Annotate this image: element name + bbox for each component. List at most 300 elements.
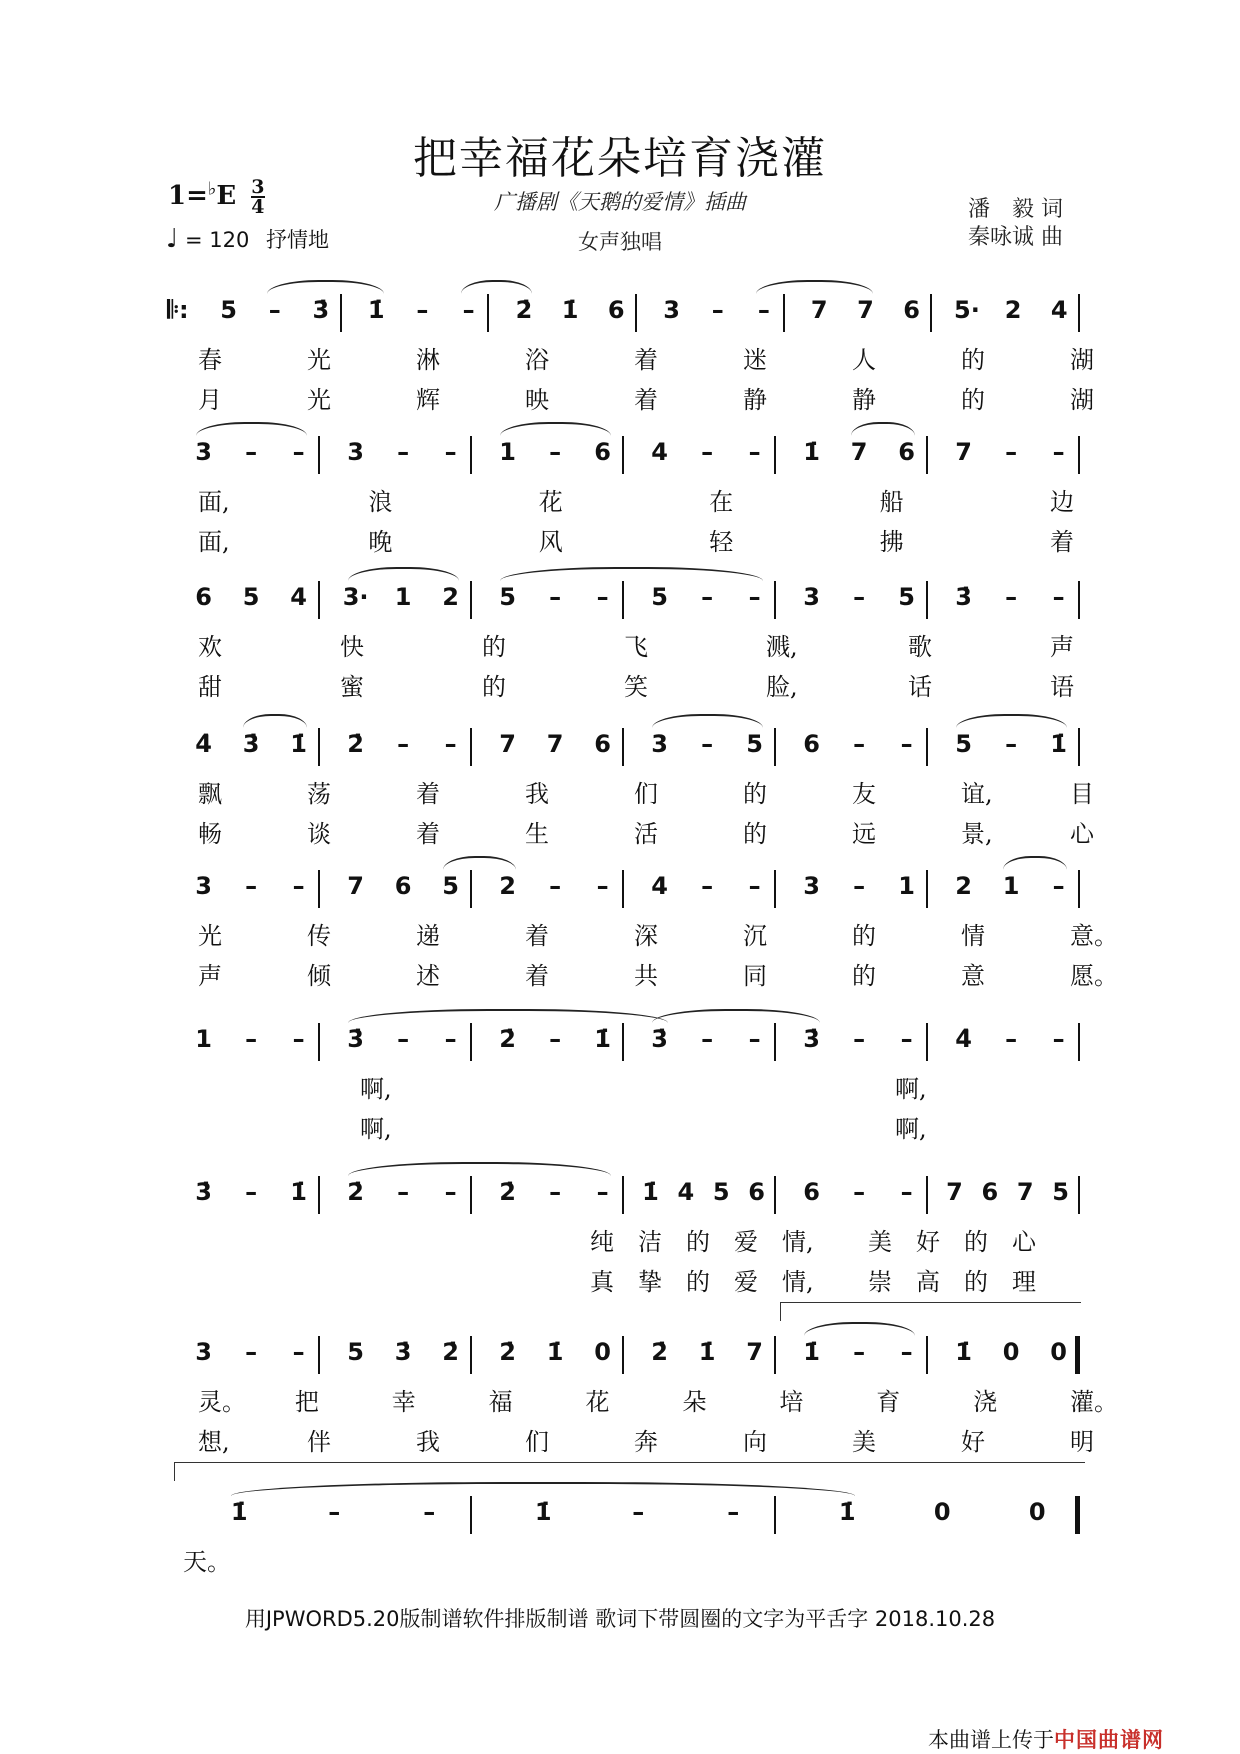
lyric-syllable: 的 (964, 1228, 988, 1256)
barline (470, 1336, 472, 1374)
lyric-syllable: 真 (590, 1268, 614, 1296)
lyricist-credit: 潘 毅 词 (968, 197, 1063, 222)
dash: – (1052, 1025, 1065, 1053)
barline (622, 870, 624, 908)
slur (851, 422, 915, 436)
note: 7 (810, 296, 828, 324)
note: 1̇ (534, 1498, 552, 1526)
note: 7 (946, 1178, 963, 1206)
note: 1̇ (290, 730, 307, 758)
dash: – (701, 730, 714, 758)
site-brand: 中国曲谱网 (1054, 1728, 1164, 1752)
barline (318, 581, 320, 619)
lyric-syllable: 把 (294, 1388, 319, 1416)
note: 6 (803, 1178, 820, 1206)
lyric-syllable: 着 (416, 820, 440, 848)
lyric-syllable: 意。 (1070, 922, 1118, 950)
note: 1 (195, 1025, 212, 1053)
lyric-syllable: 高 (916, 1268, 940, 1296)
note: 1 (499, 438, 516, 466)
slur (348, 1162, 611, 1176)
dash: – (549, 1178, 562, 1206)
lyric-syllable: 好 (916, 1228, 940, 1256)
note: 5 (898, 583, 915, 611)
dash: – (444, 438, 457, 466)
note: 2 (955, 872, 972, 900)
lyric-syllable: 人 (852, 346, 876, 374)
time-numerator: 3 (251, 176, 265, 198)
barline (926, 728, 928, 766)
lyric-syllable: 快 (340, 633, 364, 661)
slur (652, 714, 763, 728)
lyric-syllable: 甜 (198, 673, 222, 701)
barline (622, 728, 624, 766)
note: 6 (394, 872, 412, 900)
note: 6 (898, 438, 915, 466)
barline (926, 1336, 928, 1374)
barline (470, 1176, 472, 1214)
note: 2̇ (515, 296, 533, 324)
note: 4̇ (955, 1025, 972, 1053)
barline (470, 1023, 472, 1061)
dash: – (853, 730, 866, 758)
barline (318, 1176, 320, 1214)
dash: – (1052, 583, 1065, 611)
note: 5 (651, 583, 668, 611)
lyric-syllable: 春 (198, 346, 222, 374)
dash: – (1052, 872, 1065, 900)
barline (1078, 436, 1080, 474)
dash: – (1005, 583, 1018, 611)
dash: – (245, 1025, 258, 1053)
note: 4̇ (195, 730, 212, 758)
lyric-syllable: 意 (961, 962, 985, 990)
final-barline (1075, 1496, 1080, 1534)
note: 1 (1002, 872, 1020, 900)
barline (622, 581, 624, 619)
barline (487, 294, 489, 332)
note: 3 (347, 438, 364, 466)
system-7 (168, 1170, 1080, 1296)
lyric-syllable: 生 (525, 820, 549, 848)
upload-note (928, 1724, 1164, 1754)
dash: – (397, 1025, 410, 1053)
system-8 (168, 1330, 1118, 1456)
lyric-syllable: 的 (743, 820, 767, 848)
dash: – (268, 296, 281, 324)
dash: – (900, 1338, 913, 1366)
note: 3̇ (651, 1025, 668, 1053)
note: 3 (663, 296, 680, 324)
lyric-syllable: 活 (634, 820, 658, 848)
volta-bracket (174, 1462, 1085, 1481)
note: 3 (195, 438, 212, 466)
key-signature (168, 178, 265, 216)
dash: – (711, 296, 724, 324)
note: 3̇ (955, 583, 972, 611)
volta-bracket (780, 1302, 1081, 1321)
note: 1̇ (1050, 730, 1067, 758)
barline (1078, 294, 1080, 332)
note: 2 (442, 583, 459, 611)
lyric-syllable: 光 (198, 922, 222, 950)
barline (470, 581, 472, 619)
dash: – (596, 872, 609, 900)
tempo-expression: 抒情地 (266, 228, 329, 252)
lyric-syllable: 的 (482, 633, 506, 661)
note: 7 (546, 730, 564, 758)
lyric-syllable: 花 (538, 488, 563, 516)
lyric-syllable: 浪 (368, 488, 393, 516)
lyric-syllable: 愿。 (1070, 962, 1118, 990)
note: 6 (803, 730, 820, 758)
note: 0 (594, 1338, 611, 1366)
note: 1̇ (838, 1498, 856, 1526)
note: 3̇ (242, 730, 260, 758)
note: 3̇ (347, 1025, 364, 1053)
barline (926, 1176, 928, 1214)
lyric-syllable: 静 (743, 386, 767, 414)
note: 1̇ (367, 296, 385, 324)
lyric-syllable: 歌 (908, 633, 932, 661)
lyric-syllable: 的 (961, 386, 985, 414)
subtitle: 广播剧《天鹅的爱情》插曲 (494, 190, 746, 214)
barline (783, 294, 785, 332)
lyric-syllable: 心 (1070, 820, 1094, 848)
dash: – (549, 872, 562, 900)
lyric-syllable: 天。 (183, 1548, 231, 1576)
note: 2̇ (499, 1178, 516, 1206)
lyric-syllable: 向 (743, 1428, 767, 1456)
dash: – (701, 583, 714, 611)
lyric-syllable: 浴 (525, 346, 549, 374)
lyric-syllable: 的 (686, 1268, 710, 1296)
key-letter: E (216, 181, 237, 211)
lyric-syllable: 静 (852, 386, 876, 414)
note: 3 (803, 872, 820, 900)
note: 1̇ (803, 438, 820, 466)
lyric-syllable: 着 (525, 922, 549, 950)
lyric-syllable: 浇 (973, 1388, 998, 1416)
barline (774, 870, 776, 908)
lyric-syllable: 脸, (766, 673, 798, 701)
lyric-syllable: 共 (634, 962, 658, 990)
lyric-syllable: 的 (852, 922, 876, 950)
quarter-note-icon: ♩ (166, 224, 179, 254)
dash: – (748, 1025, 761, 1053)
lyric-syllable: 笑 (624, 673, 648, 701)
note: 6 (594, 730, 611, 758)
dash: – (853, 583, 866, 611)
lyric-syllable: 我 (416, 1428, 440, 1456)
system-2 (168, 430, 1080, 556)
lyric-syllable: 月 (198, 386, 222, 414)
note: 6 (594, 438, 611, 466)
note: 3̇ (803, 1025, 820, 1053)
dash: – (416, 296, 429, 324)
lyric-syllable: 晚 (368, 528, 393, 556)
lyric-syllable: 目 (1070, 780, 1094, 808)
dash: – (397, 730, 410, 758)
lyric-syllable: 飘 (198, 780, 222, 808)
lyric-syllable: 们 (525, 1428, 549, 1456)
barline (470, 1496, 472, 1534)
lyric-syllable: 育 (876, 1388, 901, 1416)
barline (1078, 1023, 1080, 1061)
time-signature (251, 178, 264, 216)
note: 1̇ (546, 1338, 564, 1366)
note: 4 (651, 438, 668, 466)
note: 0 (1050, 1338, 1067, 1366)
lyric-syllable: 心 (1012, 1228, 1036, 1256)
lyric-syllable: 湖 (1070, 346, 1094, 374)
barline (930, 294, 932, 332)
dash: – (748, 872, 761, 900)
dash: – (701, 1025, 714, 1053)
lyric-syllable: 好 (961, 1428, 985, 1456)
barline (774, 436, 776, 474)
dash: – (549, 438, 562, 466)
slur (500, 567, 763, 581)
note: 5 (1052, 1178, 1069, 1206)
slur (956, 714, 1067, 728)
lyric-syllable: 们 (634, 780, 658, 808)
note: 5· (954, 296, 980, 324)
lyric-syllable: 着 (1050, 528, 1074, 556)
lyric-syllable: 拂 (879, 528, 904, 556)
dash: – (292, 1338, 305, 1366)
footer-note: 用JPWORD5.20版制谱软件排版制谱 歌词下带圆圈的文字为平舌字 2018.10.28 (244, 1607, 996, 1631)
note: 6 (195, 583, 212, 611)
lyric-syllable: 湖 (1070, 386, 1094, 414)
dash: – (328, 1498, 341, 1526)
slur (267, 280, 385, 294)
note: 7 (955, 438, 972, 466)
note: 6 (981, 1178, 999, 1206)
note: 7 (347, 872, 364, 900)
lyric-syllable: 光 (307, 386, 331, 414)
system-5 (168, 864, 1118, 990)
dash: – (462, 296, 475, 324)
slur (443, 856, 516, 870)
note: 1̇ (290, 1178, 307, 1206)
lyric-syllable: 培 (779, 1388, 804, 1416)
dash: – (748, 583, 761, 611)
barline (635, 294, 637, 332)
dash: – (900, 1178, 913, 1206)
slur (348, 1009, 668, 1023)
note: 1̇ (594, 1025, 611, 1053)
lyric-syllable: 情 (961, 922, 985, 950)
lyric-syllable: 友 (852, 780, 876, 808)
note: 3· (342, 583, 369, 611)
lyric-syllable: 幸 (391, 1388, 416, 1416)
barline (926, 1023, 928, 1061)
lyric-syllable: 着 (525, 962, 549, 990)
lyric-syllable: 着 (634, 346, 658, 374)
slur (652, 1009, 820, 1023)
barline (774, 728, 776, 766)
lyric-syllable: 的 (686, 1228, 710, 1256)
barline (470, 436, 472, 474)
lyric-syllable: 在 (709, 488, 734, 516)
lyric-syllable: 话 (908, 673, 932, 701)
dash: – (245, 438, 258, 466)
dash: – (444, 1178, 457, 1206)
slur (804, 1322, 915, 1336)
barline (622, 1336, 624, 1374)
dash: – (748, 438, 761, 466)
note: 1 (898, 872, 915, 900)
lyric-syllable: 崇 (868, 1268, 892, 1296)
note: 1̇ (698, 1338, 716, 1366)
note: 2̇ (651, 1338, 668, 1366)
barline (622, 1176, 624, 1214)
note: 5 (220, 296, 237, 324)
flat-sign: ♭ (207, 178, 217, 200)
barline (340, 294, 342, 332)
note: 0 (1028, 1498, 1046, 1526)
dash: – (701, 438, 714, 466)
note: 4 (651, 872, 668, 900)
lyric-syllable: 爱 (734, 1228, 758, 1256)
note: 1̇ (642, 1178, 659, 1206)
note: 4 (1050, 296, 1068, 324)
barline (774, 1023, 776, 1061)
barline (774, 1176, 776, 1214)
note: 2̇ (347, 730, 364, 758)
lyric-syllable: 谊, (961, 780, 993, 808)
lyric-syllable: 啊, (895, 1115, 927, 1143)
repeat-start-sign: 𝄆: (167, 296, 189, 324)
note: 5 (442, 872, 459, 900)
barline (622, 436, 624, 474)
note: 5 (746, 730, 763, 758)
lyric-syllable: 着 (634, 386, 658, 414)
note: 7 (1016, 1178, 1034, 1206)
lyric-syllable: 递 (416, 922, 440, 950)
dash: – (397, 1178, 410, 1206)
lyric-syllable: 面, (198, 528, 230, 556)
note: 2̇ (499, 1025, 516, 1053)
barline (926, 581, 928, 619)
lyric-syllable: 洁 (638, 1228, 662, 1256)
lyric-syllable: 溅, (766, 633, 798, 661)
barline (774, 581, 776, 619)
barline (318, 728, 320, 766)
system-4 (168, 722, 1094, 848)
lyric-syllable: 语 (1050, 673, 1074, 701)
lyric-syllable: 蜜 (340, 673, 364, 701)
lyric-syllable: 灌。 (1070, 1388, 1118, 1416)
slur (243, 714, 307, 728)
lyric-syllable: 爱 (734, 1268, 758, 1296)
composer-credit: 秦咏诚 曲 (968, 225, 1063, 250)
lyric-syllable: 迷 (743, 346, 767, 374)
note: 1̇ (955, 1338, 972, 1366)
dash: – (549, 1025, 562, 1053)
lyric-syllable: 想, (198, 1428, 230, 1456)
note: 3 (195, 872, 212, 900)
dash: – (549, 583, 562, 611)
barline (470, 728, 472, 766)
dash: – (423, 1498, 436, 1526)
note: 5 (242, 583, 260, 611)
system-9 (168, 1490, 1080, 1610)
lyric-syllable: 花 (585, 1388, 610, 1416)
dash: – (853, 872, 866, 900)
dash: – (245, 1338, 258, 1366)
barline (1078, 581, 1080, 619)
repeat-end-barline (1075, 1336, 1080, 1374)
lyric-syllable: 的 (961, 346, 985, 374)
note: 6 (607, 296, 625, 324)
lyric-syllable: 辉 (416, 386, 440, 414)
lyric-syllable: 光 (307, 346, 331, 374)
dash: – (1005, 730, 1018, 758)
lyric-syllable: 明 (1070, 1428, 1094, 1456)
dash: – (632, 1498, 645, 1526)
barline (926, 436, 928, 474)
lyric-syllable: 我 (525, 780, 549, 808)
lyric-syllable: 灵。 (198, 1388, 246, 1416)
lyric-syllable: 情, (782, 1228, 814, 1256)
note: 3 (803, 583, 820, 611)
lyric-syllable: 的 (743, 780, 767, 808)
slur (461, 280, 532, 294)
barline (774, 1496, 776, 1534)
note: 5 (955, 730, 972, 758)
note: 1̇ (561, 296, 579, 324)
dash: – (596, 583, 609, 611)
dash: – (701, 872, 714, 900)
barline (774, 1336, 776, 1374)
lyric-syllable: 伴 (307, 1428, 331, 1456)
lyric-syllable: 朵 (682, 1388, 707, 1416)
note: 3 (651, 730, 668, 758)
note: 5 (499, 583, 516, 611)
dash: – (444, 1025, 457, 1053)
note: 1 (394, 583, 412, 611)
key-prefix: 1= (168, 181, 208, 211)
note: 3 (195, 1338, 212, 1366)
upload-prefix: 本曲谱上传于 (928, 1728, 1054, 1752)
lyric-syllable: 述 (416, 962, 440, 990)
lyric-syllable: 声 (198, 962, 222, 990)
lyric-syllable: 挚 (638, 1268, 662, 1296)
note: 6 (903, 296, 920, 324)
dash: – (757, 296, 770, 324)
lyric-syllable: 轻 (709, 528, 734, 556)
performer: 女声独唱 (578, 230, 662, 254)
lyric-syllable: 理 (1012, 1268, 1036, 1296)
note: 0 (1002, 1338, 1020, 1366)
note: 6 (748, 1178, 765, 1206)
note: 2 (1004, 296, 1022, 324)
barline (318, 870, 320, 908)
note: 1̇ (230, 1498, 248, 1526)
barline (622, 1023, 624, 1061)
lyric-syllable: 着 (416, 780, 440, 808)
note: 3̇ (394, 1338, 412, 1366)
dash: – (245, 1178, 258, 1206)
dash: – (596, 1178, 609, 1206)
tempo-value: = 120 (184, 228, 250, 252)
barline (1078, 870, 1080, 908)
barline (470, 870, 472, 908)
slur (348, 567, 459, 581)
lyric-syllable: 深 (634, 922, 658, 950)
